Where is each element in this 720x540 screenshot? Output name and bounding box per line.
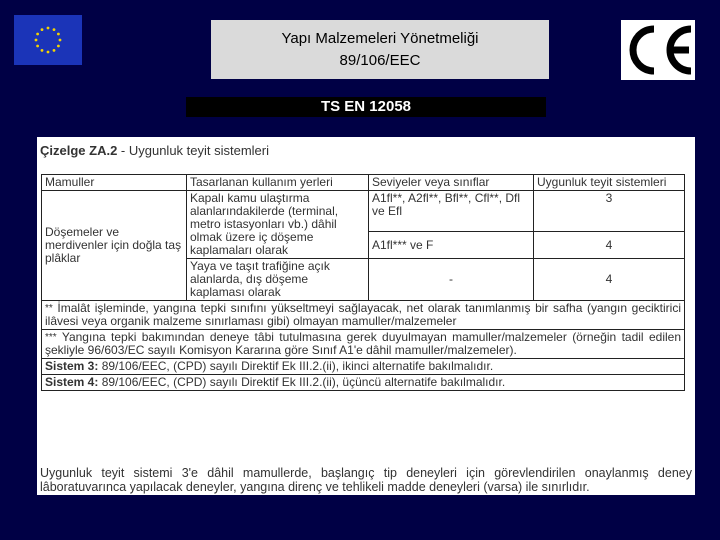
system-3-note: [42, 359, 685, 375]
column-header-products: Mamuller: [42, 175, 187, 191]
system-3-text: 89/106/EEC, (CPD) sayılı Direktif Ek III.2.(ii), ikinci alternatife bakılmalıdır.: [98, 359, 494, 373]
note-1-text: İmalât işleminde, yangına tepki sınıfını yükseltmeyi sağlayacak, net olarak tanımlanmış bir safha (yangın geciktirici ilâvesi veya organik malzeme sınırlaması gibi) olmayan mamuller/malzemeler: [45, 301, 681, 328]
title-box: [211, 20, 549, 79]
system-cell: 3: [534, 191, 685, 232]
column-header-systems: Uygunluk teyit sistemleri: [534, 175, 685, 191]
level-cell: A1fl**, A2fl**, Bfl**, Cfl**, Dfl ve Efl: [369, 191, 534, 232]
system-4-label: Sistem 4:: [45, 375, 99, 389]
system-row: [42, 375, 685, 391]
system-4-note: [42, 375, 685, 391]
table-row: [42, 191, 685, 232]
intended-use-1: Kapalı kamu ulaştırma alanlarındakilerde (terminal, metro istasyonları vb.) dâhil olmak üzere iç döşeme kaplamaları olarak: [187, 191, 369, 259]
eu-flag-logo: [14, 15, 82, 65]
system-4-text: 89/106/EEC, (CPD) sayılı Direktif Ek III.2.(ii), üçüncü alternatife bakılmalıdır.: [98, 375, 506, 389]
column-header-intended-use: Tasarlanan kullanım yerleri: [187, 175, 369, 191]
title-line-1: Yapı Malzemeleri Yönetmeliği: [281, 30, 479, 47]
document-panel: [37, 137, 695, 495]
note-2-text: Yangına tepki bakımından deneye tâbi tutulmasına gerek duyulmayan mamuller/malzemeler (örneğin tadil edilen şekliyle 96/603/EC sayılı Komisyon Kararına göre Sınıf A1'e dâhil mamuller/malzemeler).: [45, 330, 681, 357]
eu-stars-icon: [14, 15, 82, 65]
note-2-mark: ***: [45, 332, 57, 343]
note-1: [42, 301, 685, 330]
level-cell: -: [369, 259, 534, 301]
system-cell: 4: [534, 232, 685, 259]
ce-mark-logo: [621, 20, 695, 80]
note-1-mark: **: [45, 303, 53, 314]
column-header-levels: Seviyeler veya sınıflar: [369, 175, 534, 191]
title-line-2: 89/106/EEC: [339, 52, 421, 69]
note-row: [42, 330, 685, 359]
footer-text: Uygunluk teyit sistemi 3'e dâhil mamullerde, başlangıç tip deneyleri için görevlendirilen onaylanmış deney lâboratuvarınca yapılacak deneyler, yangına direnç ve tehlikeli madde deneyleri (varsa) ile sınırlıdır.: [40, 466, 692, 494]
note-row: [42, 301, 685, 330]
level-cell: A1fl*** ve F: [369, 232, 534, 259]
table-title: [40, 143, 269, 158]
system-3-label: Sistem 3:: [45, 359, 99, 373]
standard-bar: TS EN 12058: [186, 97, 546, 117]
note-2: [42, 330, 685, 359]
table-caption: - Uygunluk teyit sistemleri: [117, 143, 270, 158]
intended-use-2: Yaya ve taşıt trafiğine açık alanlarda, dış döşeme kaplaması olarak: [187, 259, 369, 301]
table-label: Çizelge ZA.2: [40, 143, 118, 158]
conformity-table: [41, 174, 685, 391]
ce-mark-icon: [621, 20, 695, 80]
system-row: [42, 359, 685, 375]
product-cell: Döşemeler ve merdivenler için doğla taş plâklar: [42, 191, 187, 301]
system-cell: 4: [534, 259, 685, 301]
table-header-row: [42, 175, 685, 191]
